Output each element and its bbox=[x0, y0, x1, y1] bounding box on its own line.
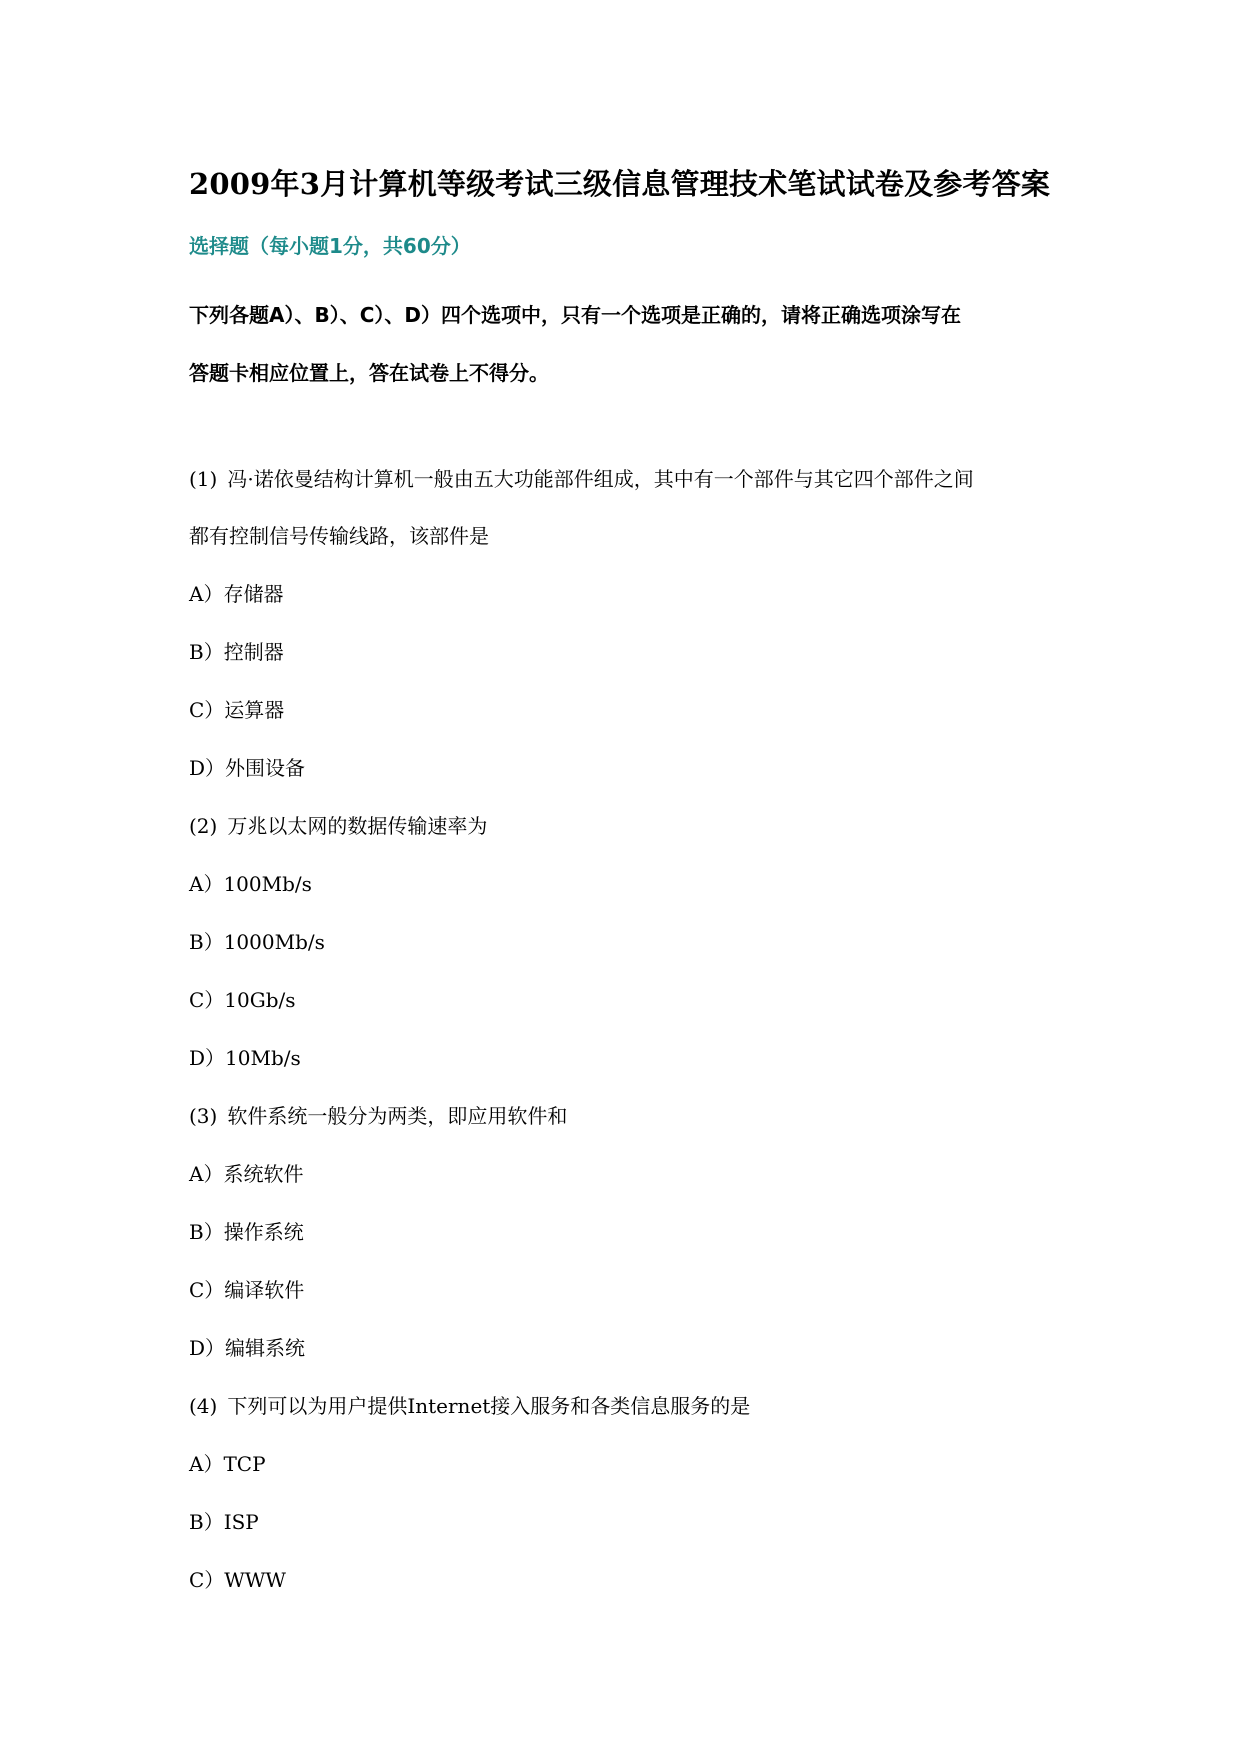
question-text: 软件系统一般分为两类，即应用软件和 bbox=[227, 1104, 568, 1128]
question-number: (4) bbox=[189, 1394, 218, 1418]
question-2-option-a: A）100Mb/s bbox=[189, 872, 312, 896]
question-1-stem-continued: 都有控制信号传输线路，该部件是 bbox=[189, 524, 489, 548]
question-text: 冯·诺依曼结构计算机一般由五大功能部件组成，其中有一个部件与其它四个部件之间 bbox=[227, 467, 974, 491]
question-2-option-d: D）10Mb/s bbox=[189, 1046, 301, 1070]
question-text: 下列可以为用户提供Internet接入服务和各类信息服务的是 bbox=[227, 1394, 751, 1418]
question-number: (1) bbox=[189, 467, 218, 491]
question-number: (2) bbox=[189, 814, 218, 838]
question-3-option-b: B）操作系统 bbox=[189, 1220, 304, 1244]
question-2-option-c: C）10Gb/s bbox=[189, 988, 296, 1012]
question-4-option-b: B）ISP bbox=[189, 1510, 259, 1534]
question-4-option-a: A）TCP bbox=[189, 1452, 266, 1476]
question-1-option-a: A）存储器 bbox=[189, 582, 284, 606]
question-text: 万兆以太网的数据传输速率为 bbox=[227, 814, 488, 838]
question-number: (3) bbox=[189, 1104, 218, 1128]
question-1-stem bbox=[189, 465, 974, 493]
question-2-stem bbox=[189, 812, 487, 840]
instructions-line: 下列各题A）、B）、C）、D）四个选项中，只有一个选项是正确的，请将正确选项涂写在 bbox=[189, 303, 962, 327]
question-3-option-d: D）编辑系统 bbox=[189, 1336, 306, 1360]
question-3-stem bbox=[189, 1102, 567, 1130]
question-1-option-c: C）运算器 bbox=[189, 698, 285, 722]
question-4-option-c: C）WWW bbox=[189, 1568, 286, 1592]
section-heading: 选择题（每小题1分，共60分） bbox=[189, 234, 471, 258]
instructions-paragraph bbox=[189, 286, 1069, 402]
question-1-option-d: D）外围设备 bbox=[189, 756, 306, 780]
question-1-option-b: B）控制器 bbox=[189, 640, 284, 664]
question-3-option-a: A）系统软件 bbox=[189, 1162, 304, 1186]
instructions-line: 答题卡相应位置上，答在试卷上不得分。 bbox=[189, 361, 549, 385]
question-4-stem bbox=[189, 1392, 750, 1420]
document-title: 2009年3月计算机等级考试三级信息管理技术笔试试卷及参考答案 bbox=[189, 167, 1051, 201]
question-3-option-c: C）编译软件 bbox=[189, 1278, 305, 1302]
question-2-option-b: B）1000Mb/s bbox=[189, 930, 325, 954]
